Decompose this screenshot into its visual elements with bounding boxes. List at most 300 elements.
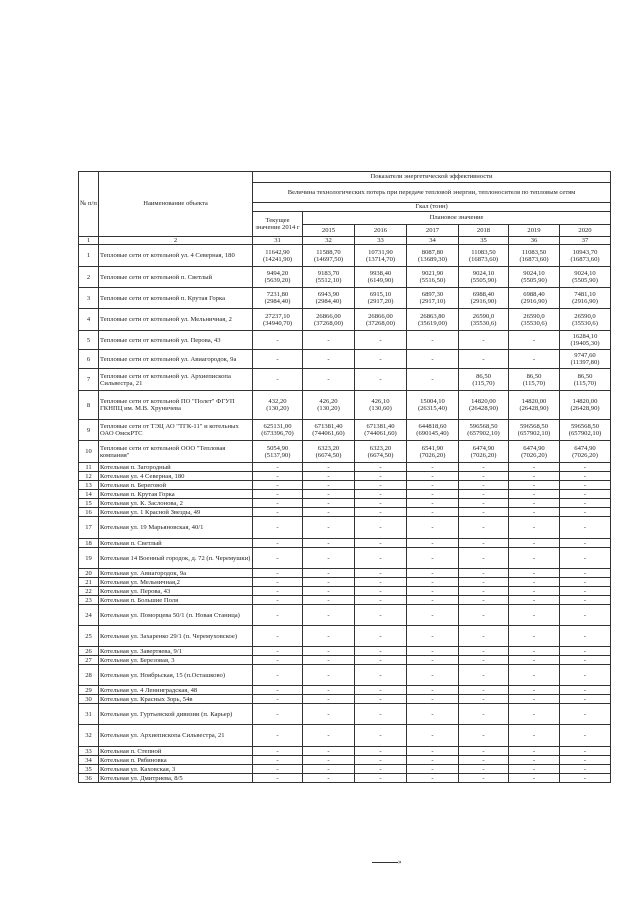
header-col-num: № п/п [79, 172, 99, 237]
row-number: 32 [79, 725, 99, 747]
object-name: Котельная ул. Перова, 43 [99, 587, 253, 596]
row-number: 30 [79, 695, 99, 704]
value-cell: 26866,00 (37268,00) [303, 309, 355, 331]
row-number: 35 [79, 765, 99, 774]
value-cell: - [509, 517, 560, 539]
value-cell: - [407, 647, 459, 656]
value-cell: 671381,40 (744061,60) [355, 420, 407, 441]
value-cell: - [355, 472, 407, 481]
table-row [79, 569, 611, 578]
value-cell: - [253, 481, 303, 490]
value-cell: - [560, 695, 611, 704]
value-cell: 11588,70 (14697,50) [303, 245, 355, 267]
value-cell: - [509, 587, 560, 596]
value-cell: - [303, 665, 355, 686]
row-number: 2 [79, 267, 99, 288]
value-cell: - [459, 665, 509, 686]
value-cell: - [560, 578, 611, 587]
object-name: Котельная ул. Ноябрьская, 15 (п.Осташково) [99, 665, 253, 686]
table-row [79, 548, 611, 569]
value-cell: - [355, 626, 407, 647]
row-number: 4 [79, 309, 99, 331]
value-cell: - [407, 587, 459, 596]
value-cell: - [253, 472, 303, 481]
header-current-value: Текущее значение 2014 г [253, 212, 303, 237]
object-name: Котельная ул. Завертяева, 9/1 [99, 647, 253, 656]
value-cell: 6474,90 (7026,20) [509, 441, 560, 463]
value-cell: - [253, 605, 303, 626]
value-cell: 6323,20 (6674,50) [303, 441, 355, 463]
value-cell: - [509, 686, 560, 695]
value-cell: - [407, 490, 459, 499]
value-cell: - [509, 331, 560, 350]
row-number: 26 [79, 647, 99, 656]
value-cell: - [355, 695, 407, 704]
value-cell: - [303, 765, 355, 774]
value-cell: - [560, 490, 611, 499]
value-cell: - [355, 756, 407, 765]
table-row [79, 656, 611, 665]
value-cell: - [560, 472, 611, 481]
value-cell: 11083,50 (16873,60) [509, 245, 560, 267]
table-row [79, 647, 611, 656]
value-cell: - [407, 704, 459, 725]
value-cell: - [407, 569, 459, 578]
value-cell: 9747,60 (11397,80) [560, 350, 611, 369]
value-cell: - [509, 350, 560, 369]
value-cell: 14820,00 (26428,90) [509, 391, 560, 420]
value-cell: - [509, 499, 560, 508]
value-cell: - [560, 765, 611, 774]
value-cell: - [253, 647, 303, 656]
row-number: 22 [79, 587, 99, 596]
value-cell: - [303, 756, 355, 765]
value-cell: - [459, 756, 509, 765]
object-name: Котельная п. Береговой [99, 481, 253, 490]
index-cell: 32 [303, 237, 355, 245]
value-cell: - [303, 605, 355, 626]
value-cell: - [560, 548, 611, 569]
value-cell: - [407, 331, 459, 350]
table-row [79, 499, 611, 508]
value-cell: - [253, 548, 303, 569]
value-cell: - [459, 765, 509, 774]
value-cell: - [303, 704, 355, 725]
value-cell: - [459, 472, 509, 481]
value-cell: - [509, 647, 560, 656]
value-cell: - [560, 587, 611, 596]
value-cell: 86,50 (115,70) [459, 369, 509, 391]
footnote-mark: » [398, 858, 402, 866]
value-cell: - [459, 774, 509, 783]
value-cell: - [355, 331, 407, 350]
value-cell: - [355, 725, 407, 747]
header-planned-value: Плановое значение [303, 212, 611, 225]
value-cell: - [407, 747, 459, 756]
value-cell: - [509, 472, 560, 481]
value-cell: - [509, 725, 560, 747]
table-row [79, 517, 611, 539]
value-cell: - [253, 686, 303, 695]
value-cell: 10943,70 (16873,60) [560, 245, 611, 267]
value-cell: - [253, 765, 303, 774]
table-row [79, 704, 611, 725]
value-cell: - [509, 704, 560, 725]
value-cell: - [509, 539, 560, 548]
object-name: Котельная ул. Красных Зорь, 54в [99, 695, 253, 704]
value-cell: - [303, 481, 355, 490]
value-cell: - [407, 656, 459, 665]
value-cell: - [355, 463, 407, 472]
value-cell: - [303, 569, 355, 578]
value-cell: 16284,10 (19405,30) [560, 331, 611, 350]
value-cell: - [560, 481, 611, 490]
object-name: Котельная п. Светлый [99, 539, 253, 548]
value-cell: - [407, 548, 459, 569]
value-cell: - [560, 463, 611, 472]
value-cell: 596568,50 (657902,10) [560, 420, 611, 441]
value-cell: - [253, 656, 303, 665]
table-row [79, 686, 611, 695]
row-number: 33 [79, 747, 99, 756]
value-cell: 11083,50 (16873,60) [459, 245, 509, 267]
table-row [79, 578, 611, 587]
value-cell: 6897,30 (2917,10) [407, 288, 459, 309]
value-cell: - [355, 605, 407, 626]
value-cell: - [459, 596, 509, 605]
header-year: 2016 [355, 225, 407, 237]
object-name: Котельная ул. Захаренко 29/1 (п. Черемуховское) [99, 626, 253, 647]
value-cell: - [355, 539, 407, 548]
table-row [79, 539, 611, 548]
row-number: 9 [79, 420, 99, 441]
header-year: 2018 [459, 225, 509, 237]
row-number: 27 [79, 656, 99, 665]
value-cell: - [355, 508, 407, 517]
value-cell: 644818,60 (690145,40) [407, 420, 459, 441]
value-cell: 5054,90 (5137,90) [253, 441, 303, 463]
value-cell: - [459, 704, 509, 725]
value-cell: 15004,10 (26315,40) [407, 391, 459, 420]
value-cell: - [303, 350, 355, 369]
row-number: 20 [79, 569, 99, 578]
value-cell: - [459, 656, 509, 665]
value-cell: - [253, 725, 303, 747]
object-name: Тепловые сети от котельной ул. Мельничная, 2 [99, 309, 253, 331]
value-cell: - [407, 369, 459, 391]
value-cell: - [355, 578, 407, 587]
value-cell: 426,20 (130,20) [303, 391, 355, 420]
row-number: 7 [79, 369, 99, 391]
value-cell: - [355, 774, 407, 783]
value-cell: - [509, 765, 560, 774]
value-cell: - [253, 747, 303, 756]
value-cell: - [459, 626, 509, 647]
value-cell: - [407, 765, 459, 774]
value-cell: - [303, 596, 355, 605]
row-number: 5 [79, 331, 99, 350]
value-cell: - [303, 695, 355, 704]
value-cell: 7231,80 (2984,40) [253, 288, 303, 309]
value-cell: - [253, 350, 303, 369]
value-cell: - [560, 725, 611, 747]
value-cell: - [459, 481, 509, 490]
table-row [79, 508, 611, 517]
value-cell: - [407, 578, 459, 587]
row-number: 6 [79, 350, 99, 369]
value-cell: 6474,90 (7026,20) [560, 441, 611, 463]
table-row [79, 245, 611, 267]
value-cell: - [509, 596, 560, 605]
row-number: 13 [79, 481, 99, 490]
value-cell: 6323,20 (6674,50) [355, 441, 407, 463]
table-row [79, 420, 611, 441]
value-cell: - [253, 517, 303, 539]
value-cell: 10731,90 (13714,70) [355, 245, 407, 267]
row-number: 36 [79, 774, 99, 783]
row-number: 3 [79, 288, 99, 309]
index-cell: 35 [459, 237, 509, 245]
value-cell: - [253, 539, 303, 548]
value-cell: - [253, 508, 303, 517]
header-year: 2015 [303, 225, 355, 237]
value-cell: - [355, 596, 407, 605]
object-name: Котельная ул. Гуртьевской дивизии (п. Карьер) [99, 704, 253, 725]
value-cell: - [459, 587, 509, 596]
value-cell: - [355, 765, 407, 774]
value-cell: 8087,80 (13689,30) [407, 245, 459, 267]
value-cell: - [459, 548, 509, 569]
object-name: Котельная 14 Военный городок, д. 72 (п. Черемушки) [99, 548, 253, 569]
value-cell: - [509, 569, 560, 578]
value-cell: - [303, 463, 355, 472]
value-cell: - [303, 499, 355, 508]
table-row [79, 350, 611, 369]
value-cell: - [303, 587, 355, 596]
value-cell: - [407, 517, 459, 539]
row-number: 31 [79, 704, 99, 725]
value-cell: - [303, 747, 355, 756]
value-cell: - [407, 596, 459, 605]
value-cell: - [303, 725, 355, 747]
value-cell: - [459, 695, 509, 704]
value-cell: - [355, 481, 407, 490]
row-number: 15 [79, 499, 99, 508]
value-cell: - [560, 656, 611, 665]
value-cell: - [355, 647, 407, 656]
value-cell: 26590,0 (35530,6) [560, 309, 611, 331]
value-cell: - [407, 463, 459, 472]
object-name: Котельная п. Степной [99, 747, 253, 756]
value-cell: 11642,90 (14241,90) [253, 245, 303, 267]
value-cell: - [560, 626, 611, 647]
table-row [79, 369, 611, 391]
row-number: 29 [79, 686, 99, 695]
header-year: 2017 [407, 225, 459, 237]
value-cell: - [303, 517, 355, 539]
value-cell: - [407, 350, 459, 369]
value-cell: 26863,80 (35619,00) [407, 309, 459, 331]
value-cell: - [407, 686, 459, 695]
value-cell: - [509, 481, 560, 490]
object-name: Котельная п. Рябиновка [99, 756, 253, 765]
header-unit: Гкал (тонн) [253, 203, 611, 212]
value-cell: 6474,90 (7026,20) [459, 441, 509, 463]
value-cell: - [303, 647, 355, 656]
table-row [79, 331, 611, 350]
value-cell: - [303, 656, 355, 665]
value-cell: 26590,0 (35530,6) [459, 309, 509, 331]
value-cell: 26866,00 (37268,00) [355, 309, 407, 331]
object-name: Тепловые сети от котельной ООО "Тепловая компания" [99, 441, 253, 463]
row-number: 19 [79, 548, 99, 569]
index-cell: 36 [509, 237, 560, 245]
value-cell: - [253, 756, 303, 765]
value-cell: - [303, 490, 355, 499]
header-sub-title: Величина технологических потерь при передаче тепловой энергии, теплоносителя по тепловым сетям [253, 183, 611, 203]
energy-efficiency-table [78, 171, 611, 783]
value-cell: 625131,00 (673396,70) [253, 420, 303, 441]
value-cell: 6988,40 (2916,90) [509, 288, 560, 309]
value-cell: - [560, 539, 611, 548]
value-cell: - [253, 695, 303, 704]
value-cell: - [509, 756, 560, 765]
object-name: Тепловые сети от котельной ул. 4 Северная, 180 [99, 245, 253, 267]
value-cell: - [407, 774, 459, 783]
value-cell: - [355, 369, 407, 391]
value-cell: 6915,10 (2917,20) [355, 288, 407, 309]
header-group-title: Показатели энергетической эффективности [253, 172, 611, 183]
value-cell: - [355, 747, 407, 756]
table-row [79, 665, 611, 686]
object-name: Котельная ул. Архиепископа Сильвестра, 21 [99, 725, 253, 747]
value-cell: - [355, 665, 407, 686]
header-year: 2019 [509, 225, 560, 237]
object-name: Тепловые сети от ТЭЦ АО "ТГК-11" и котельных ОАО ОмскРТС [99, 420, 253, 441]
table-row [79, 596, 611, 605]
value-cell: - [355, 517, 407, 539]
table-row [79, 490, 611, 499]
value-cell: - [303, 539, 355, 548]
value-cell: - [509, 605, 560, 626]
header-year: 2020 [560, 225, 611, 237]
table-row [79, 765, 611, 774]
value-cell: - [407, 756, 459, 765]
value-cell: - [253, 331, 303, 350]
value-cell: - [509, 665, 560, 686]
value-cell: - [459, 508, 509, 517]
row-number: 18 [79, 539, 99, 548]
value-cell: - [303, 774, 355, 783]
value-cell: - [459, 647, 509, 656]
table-row [79, 587, 611, 596]
index-cell: 34 [407, 237, 459, 245]
row-number: 11 [79, 463, 99, 472]
index-cell: 2 [99, 237, 253, 245]
value-cell: - [407, 508, 459, 517]
value-cell: - [355, 548, 407, 569]
value-cell: 7481,10 (2916,90) [560, 288, 611, 309]
value-cell: - [355, 704, 407, 725]
value-cell: 14820,00 (26428,90) [459, 391, 509, 420]
table-row [79, 267, 611, 288]
object-name: Котельная ул. К. Заслонова, 2 [99, 499, 253, 508]
value-cell: - [560, 605, 611, 626]
value-cell: - [509, 508, 560, 517]
index-cell: 1 [79, 237, 99, 245]
value-cell: - [355, 499, 407, 508]
value-cell: - [560, 747, 611, 756]
value-cell: - [509, 548, 560, 569]
row-number: 23 [79, 596, 99, 605]
value-cell: - [560, 499, 611, 508]
value-cell: - [407, 481, 459, 490]
value-cell: - [253, 626, 303, 647]
row-number: 34 [79, 756, 99, 765]
object-name: Котельная п. Крутая Горка [99, 490, 253, 499]
value-cell: 9183,70 (5512,10) [303, 267, 355, 288]
value-cell: - [303, 331, 355, 350]
value-cell: 6988,40 (2916,90) [459, 288, 509, 309]
value-cell: - [509, 578, 560, 587]
table-row [79, 463, 611, 472]
page-footnote [372, 858, 402, 866]
value-cell: - [407, 665, 459, 686]
value-cell: - [459, 499, 509, 508]
table-row [79, 309, 611, 331]
value-cell: 14820,00 (26428,90) [560, 391, 611, 420]
row-number: 14 [79, 490, 99, 499]
value-cell: - [560, 756, 611, 765]
header-col-name: Наименование объекта [99, 172, 253, 237]
table-row [79, 695, 611, 704]
row-number: 10 [79, 441, 99, 463]
index-cell: 37 [560, 237, 611, 245]
value-cell: - [509, 695, 560, 704]
object-name: Котельная ул. 4 Северная, 180 [99, 472, 253, 481]
table-row [79, 288, 611, 309]
value-cell: 86,50 (115,70) [509, 369, 560, 391]
value-cell: 432,20 (130,20) [253, 391, 303, 420]
object-name: Котельная ул. 19 Марьяновская, 40/1 [99, 517, 253, 539]
value-cell: - [560, 569, 611, 578]
value-cell: 26590,0 (35530,6) [509, 309, 560, 331]
table-row [79, 725, 611, 747]
table-row [79, 626, 611, 647]
document-table-container [78, 171, 611, 783]
object-name: Котельная ул. Дмитриева, 8/5 [99, 774, 253, 783]
value-cell: - [253, 578, 303, 587]
row-number: 28 [79, 665, 99, 686]
table-row [79, 391, 611, 420]
object-name: Котельная ул. Поморцева 50/1 (п. Новая Станица) [99, 605, 253, 626]
row-number: 24 [79, 605, 99, 626]
value-cell: - [509, 463, 560, 472]
value-cell: - [303, 472, 355, 481]
value-cell: - [560, 517, 611, 539]
value-cell: - [509, 656, 560, 665]
value-cell: - [459, 725, 509, 747]
row-number: 16 [79, 508, 99, 517]
value-cell: - [459, 331, 509, 350]
value-cell: - [303, 369, 355, 391]
table-row [79, 441, 611, 463]
index-row [79, 237, 611, 245]
value-cell: 9024,10 (5505,90) [459, 267, 509, 288]
value-cell: 596568,50 (657902,10) [509, 420, 560, 441]
value-cell: - [355, 569, 407, 578]
value-cell: - [253, 587, 303, 596]
